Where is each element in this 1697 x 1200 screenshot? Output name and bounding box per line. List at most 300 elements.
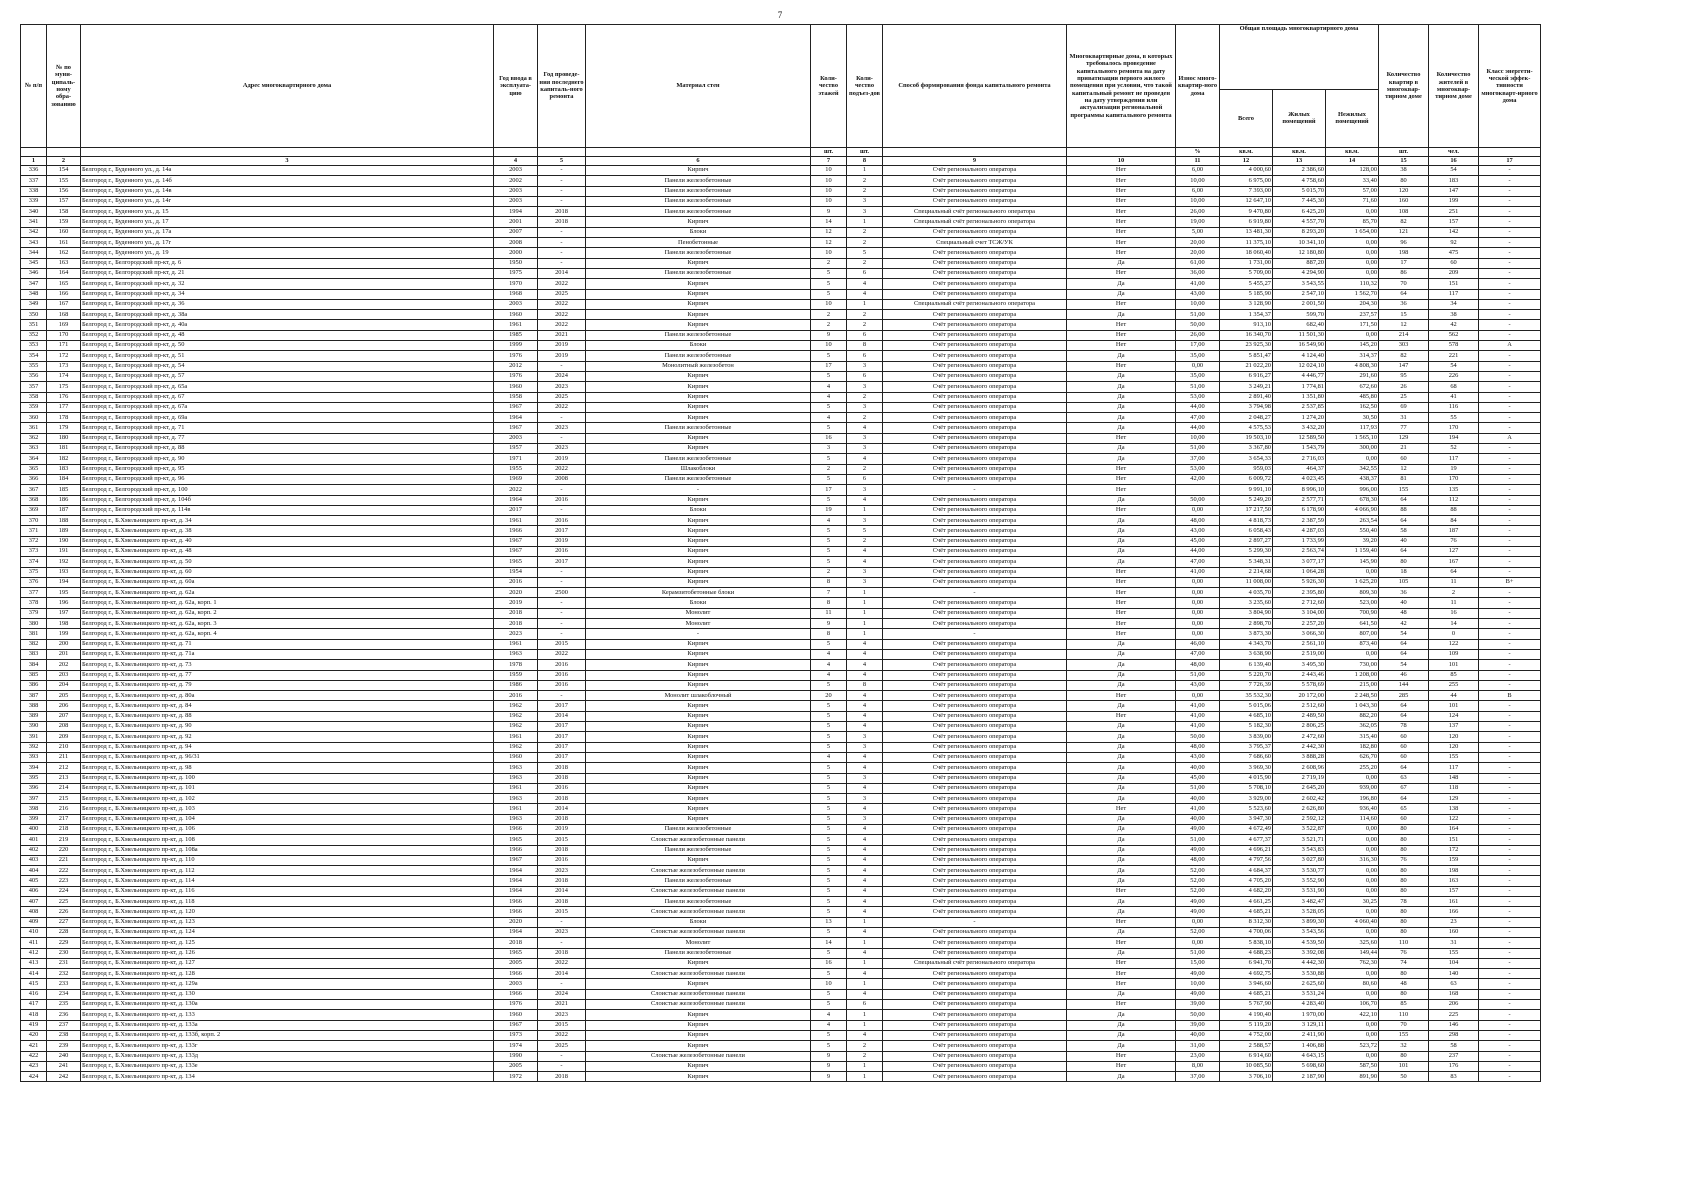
- row-number: 378: [21, 598, 47, 608]
- municipal-number: 226: [47, 907, 81, 917]
- fund-method-cell: Счёт регионального оператора: [883, 289, 1067, 299]
- table-row: [21, 207, 1541, 217]
- residents-count-cell: 92: [1429, 238, 1479, 248]
- floors-cell: 5: [811, 969, 847, 979]
- wear-percent-cell: 15,00: [1176, 958, 1220, 968]
- apartments-count-cell: 60: [1379, 742, 1429, 752]
- units-row: [21, 148, 1541, 157]
- residents-count-cell: 183: [1429, 176, 1479, 186]
- address-cell: Белгород г., Б.Хмельницкого пр-кт, д. 102: [81, 794, 494, 804]
- residential-area-cell: 3 432,20: [1273, 423, 1326, 433]
- wear-percent-cell: 39,00: [1176, 1020, 1220, 1030]
- fund-method-cell: Счёт регионального оператора: [883, 825, 1067, 835]
- wear-percent-cell: 40,00: [1176, 794, 1220, 804]
- entrances-cell: 4: [847, 907, 883, 917]
- energy-class-cell: -: [1479, 660, 1541, 670]
- nonresidential-area-cell: 0,00: [1326, 567, 1379, 577]
- privatization-repair-cell: Нет: [1067, 1051, 1176, 1061]
- privatization-repair-cell: Да: [1067, 289, 1176, 299]
- residential-area-cell: 2 716,03: [1273, 454, 1326, 464]
- table-row: [21, 371, 1541, 381]
- nonresidential-area-cell: 362,05: [1326, 722, 1379, 732]
- privatization-repair-cell: Да: [1067, 845, 1176, 855]
- municipal-number: 177: [47, 402, 81, 412]
- residential-area-cell: 10 341,10: [1273, 238, 1326, 248]
- last-repair-year-cell: 2022: [538, 1030, 586, 1040]
- total-area-cell: 5 838,10: [1220, 938, 1273, 948]
- residents-count-cell: 170: [1429, 474, 1479, 484]
- address-cell: Белгород г., Б.Хмельницкого пр-кт, д. 133: [81, 1010, 494, 1020]
- residential-area-cell: 3 899,30: [1273, 917, 1326, 927]
- wear-percent-cell: 40,00: [1176, 763, 1220, 773]
- year-built-cell: 1963: [494, 773, 538, 783]
- entrances-cell: 2: [847, 310, 883, 320]
- year-built-cell: 1969: [494, 474, 538, 484]
- privatization-repair-cell: Да: [1067, 258, 1176, 268]
- apartments-count-cell: 38: [1379, 166, 1429, 176]
- nonresidential-area-cell: 316,30: [1326, 855, 1379, 865]
- fund-method-cell: Счёт регионального оператора: [883, 536, 1067, 546]
- address-cell: Белгород г., Б.Хмельницкого пр-кт, д. 98: [81, 763, 494, 773]
- fund-method-cell: Счёт регионального оператора: [883, 722, 1067, 732]
- residential-area-cell: 2 625,60: [1273, 979, 1326, 989]
- fund-method-cell: Счёт регионального оператора: [883, 783, 1067, 793]
- table-body: [21, 166, 1541, 1082]
- municipal-number: 229: [47, 938, 81, 948]
- residential-area-cell: 2 519,00: [1273, 649, 1326, 659]
- row-number: 377: [21, 588, 47, 598]
- table-row: [21, 310, 1541, 320]
- apartments-count-cell: 80: [1379, 969, 1429, 979]
- row-number: 359: [21, 402, 47, 412]
- address-cell: Белгород г., Б.Хмельницкого пр-кт, д. 108: [81, 835, 494, 845]
- municipal-number: 213: [47, 773, 81, 783]
- apartments-count-cell: 80: [1379, 825, 1429, 835]
- fund-method-cell: Счёт регионального оператора: [883, 1041, 1067, 1051]
- fund-method-cell: Счёт регионального оператора: [883, 938, 1067, 948]
- municipal-number: 230: [47, 948, 81, 958]
- residential-area-cell: 2 187,90: [1273, 1072, 1326, 1082]
- residential-area-cell: 2 719,19: [1273, 773, 1326, 783]
- residents-count-cell: 155: [1429, 948, 1479, 958]
- year-built-cell: 2003: [494, 299, 538, 309]
- privatization-repair-cell: Нет: [1067, 691, 1176, 701]
- year-built-cell: 1967: [494, 402, 538, 412]
- fund-method-cell: Счёт регионального оператора: [883, 1051, 1067, 1061]
- total-area-cell: 11 008,00: [1220, 577, 1273, 587]
- column-number: 4: [494, 157, 538, 166]
- privatization-repair-cell: Нет: [1067, 505, 1176, 515]
- nonresidential-area-cell: 550,40: [1326, 526, 1379, 536]
- nonresidential-area-cell: 30,25: [1326, 897, 1379, 907]
- entrances-cell: 1: [847, 505, 883, 515]
- table-row: [21, 433, 1541, 443]
- municipal-number: 160: [47, 227, 81, 237]
- address-cell: Белгород г., Б.Хмельницкого пр-кт, д. 62а: [81, 588, 494, 598]
- table-row: [21, 1051, 1541, 1061]
- wear-percent-cell: 45,00: [1176, 536, 1220, 546]
- header-cell: Коли-чество этажей: [811, 25, 847, 148]
- entrances-cell: 3: [847, 567, 883, 577]
- total-area-cell: 11 375,10: [1220, 238, 1273, 248]
- fund-method-cell: Счёт регионального оператора: [883, 577, 1067, 587]
- last-repair-year-cell: -: [538, 413, 586, 423]
- fund-method-cell: Специальный счёт регионального оператора: [883, 207, 1067, 217]
- year-built-cell: 1958: [494, 392, 538, 402]
- fund-method-cell: Счёт регионального оператора: [883, 186, 1067, 196]
- energy-class-cell: -: [1479, 742, 1541, 752]
- residential-area-cell: 16 549,90: [1273, 341, 1326, 351]
- total-area-cell: 4 677,37: [1220, 835, 1273, 845]
- year-built-cell: 2020: [494, 588, 538, 598]
- row-number: 383: [21, 649, 47, 659]
- total-area-cell: 4 696,21: [1220, 845, 1273, 855]
- last-repair-year-cell: 2023: [538, 927, 586, 937]
- year-built-cell: 1978: [494, 660, 538, 670]
- apartments-count-cell: 64: [1379, 794, 1429, 804]
- table-row: [21, 268, 1541, 278]
- residential-area-cell: 11 501,30: [1273, 330, 1326, 340]
- floors-cell: 10: [811, 299, 847, 309]
- address-cell: Белгород г., Б.Хмельницкого пр-кт, д. 50: [81, 557, 494, 567]
- last-repair-year-cell: 2014: [538, 804, 586, 814]
- year-built-cell: 2000: [494, 248, 538, 258]
- entrances-cell: 6: [847, 351, 883, 361]
- last-repair-year-cell: 2014: [538, 268, 586, 278]
- wall-material-cell: Блоки: [586, 341, 811, 351]
- wear-percent-cell: 0,00: [1176, 917, 1220, 927]
- privatization-repair-cell: Да: [1067, 444, 1176, 454]
- last-repair-year-cell: -: [538, 577, 586, 587]
- total-area-cell: 9 470,80: [1220, 207, 1273, 217]
- residents-count-cell: 226: [1429, 371, 1479, 381]
- total-area-cell: 2 214,68: [1220, 567, 1273, 577]
- row-number: 420: [21, 1030, 47, 1040]
- wear-percent-cell: 0,00: [1176, 505, 1220, 515]
- row-number: 399: [21, 814, 47, 824]
- year-built-cell: 1966: [494, 907, 538, 917]
- column-number: 1: [21, 157, 47, 166]
- residents-count-cell: 2: [1429, 588, 1479, 598]
- floors-cell: 5: [811, 268, 847, 278]
- table-row: [21, 402, 1541, 412]
- wall-material-cell: Слоистые железобетонные панели: [586, 969, 811, 979]
- privatization-repair-cell: Нет: [1067, 330, 1176, 340]
- entrances-cell: 1: [847, 1072, 883, 1082]
- residents-count-cell: 117: [1429, 289, 1479, 299]
- row-number: 414: [21, 969, 47, 979]
- privatization-repair-cell: Да: [1067, 649, 1176, 659]
- nonresidential-area-cell: 0,00: [1326, 866, 1379, 876]
- table-row: [21, 474, 1541, 484]
- table-row: [21, 773, 1541, 783]
- row-number: 412: [21, 948, 47, 958]
- last-repair-year-cell: 2021: [538, 330, 586, 340]
- energy-class-cell: -: [1479, 629, 1541, 639]
- fund-method-cell: Счёт регионального оператора: [883, 464, 1067, 474]
- column-number: 6: [586, 157, 811, 166]
- apartments-count-cell: 160: [1379, 196, 1429, 206]
- address-cell: Белгород г., Белгородский пр-кт, д. 67а: [81, 402, 494, 412]
- wall-material-cell: Кирпич: [586, 546, 811, 556]
- row-number: 409: [21, 917, 47, 927]
- wear-percent-cell: 26,00: [1176, 330, 1220, 340]
- energy-class-cell: -: [1479, 320, 1541, 330]
- total-area-cell: 12 647,10: [1220, 196, 1273, 206]
- municipal-number: 241: [47, 1061, 81, 1071]
- table-row: [21, 804, 1541, 814]
- year-built-cell: 1964: [494, 866, 538, 876]
- fund-method-cell: Счёт регионального оператора: [883, 330, 1067, 340]
- floors-cell: 5: [811, 680, 847, 690]
- header-cell: Адрес многоквартирного дома: [81, 25, 494, 148]
- last-repair-year-cell: 2018: [538, 845, 586, 855]
- entrances-cell: 2: [847, 227, 883, 237]
- header-cell: Коли-чество подъез-дов: [847, 25, 883, 148]
- privatization-repair-cell: Нет: [1067, 464, 1176, 474]
- total-area-cell: 5 523,60: [1220, 804, 1273, 814]
- residents-count-cell: 160: [1429, 927, 1479, 937]
- wear-percent-cell: 36,00: [1176, 268, 1220, 278]
- privatization-repair-cell: Нет: [1067, 341, 1176, 351]
- table-row: [21, 258, 1541, 268]
- wear-percent-cell: 42,00: [1176, 474, 1220, 484]
- row-number: 418: [21, 1010, 47, 1020]
- apartments-count-cell: 63: [1379, 773, 1429, 783]
- row-number: 348: [21, 289, 47, 299]
- apartments-count-cell: 65: [1379, 804, 1429, 814]
- wall-material-cell: Кирпич: [586, 433, 811, 443]
- residential-area-cell: 3 888,28: [1273, 752, 1326, 762]
- residential-area-cell: 1 274,20: [1273, 413, 1326, 423]
- apartments-count-cell: 155: [1379, 1030, 1429, 1040]
- privatization-repair-cell: Да: [1067, 907, 1176, 917]
- wear-percent-cell: 17,00: [1176, 341, 1220, 351]
- row-number: 410: [21, 927, 47, 937]
- residential-area-cell: 6 425,20: [1273, 207, 1326, 217]
- wall-material-cell: Кирпич: [586, 577, 811, 587]
- entrances-cell: 6: [847, 330, 883, 340]
- floors-cell: 10: [811, 186, 847, 196]
- entrances-cell: 4: [847, 752, 883, 762]
- floors-cell: 9: [811, 330, 847, 340]
- year-built-cell: 1971: [494, 454, 538, 464]
- residents-count-cell: 157: [1429, 217, 1479, 227]
- address-cell: Белгород г., Б.Хмельницкого пр-кт, д. 124: [81, 927, 494, 937]
- privatization-repair-cell: Да: [1067, 835, 1176, 845]
- wear-percent-cell: 0,00: [1176, 577, 1220, 587]
- year-built-cell: 1955: [494, 464, 538, 474]
- floors-cell: 10: [811, 176, 847, 186]
- wear-percent-cell: 41,00: [1176, 711, 1220, 721]
- unit-cell: [538, 148, 586, 157]
- year-built-cell: 1976: [494, 1000, 538, 1010]
- table-row: [21, 855, 1541, 865]
- municipal-number: 238: [47, 1030, 81, 1040]
- total-area-cell: 3 654,33: [1220, 454, 1273, 464]
- residents-count-cell: 159: [1429, 855, 1479, 865]
- address-cell: Белгород г., Белгородский пр-кт, д. 95: [81, 464, 494, 474]
- privatization-repair-cell: Да: [1067, 732, 1176, 742]
- wear-percent-cell: 0,00: [1176, 619, 1220, 629]
- year-built-cell: 1966: [494, 897, 538, 907]
- entrances-cell: 4: [847, 454, 883, 464]
- row-number: 371: [21, 526, 47, 536]
- apartments-count-cell: 64: [1379, 763, 1429, 773]
- privatization-repair-cell: Нет: [1067, 320, 1176, 330]
- energy-class-cell: -: [1479, 330, 1541, 340]
- nonresidential-area-cell: 215,00: [1326, 680, 1379, 690]
- wear-percent-cell: 39,00: [1176, 1000, 1220, 1010]
- address-cell: Белгород г., Белгородский пр-кт, д. 104б: [81, 495, 494, 505]
- wall-material-cell: Панели железобетонные: [586, 948, 811, 958]
- energy-class-cell: -: [1479, 711, 1541, 721]
- energy-class-cell: -: [1479, 835, 1541, 845]
- floors-cell: 5: [811, 897, 847, 907]
- privatization-repair-cell: Нет: [1067, 1000, 1176, 1010]
- entrances-cell: 1: [847, 608, 883, 618]
- floors-cell: 5: [811, 402, 847, 412]
- fund-method-cell: Счёт регионального оператора: [883, 382, 1067, 392]
- row-number: 342: [21, 227, 47, 237]
- wear-percent-cell: 0,00: [1176, 691, 1220, 701]
- fund-method-cell: Счёт регионального оператора: [883, 258, 1067, 268]
- entrances-cell: 3: [847, 742, 883, 752]
- floors-cell: 5: [811, 845, 847, 855]
- table-header: [21, 25, 1541, 166]
- privatization-repair-cell: Да: [1067, 1030, 1176, 1040]
- energy-class-cell: -: [1479, 1041, 1541, 1051]
- address-cell: Белгород г., Белгородский пр-кт, д. 71: [81, 423, 494, 433]
- nonresidential-area-cell: 730,00: [1326, 660, 1379, 670]
- floors-cell: 14: [811, 217, 847, 227]
- entrances-cell: 3: [847, 773, 883, 783]
- wall-material-cell: Кирпич: [586, 402, 811, 412]
- residents-count-cell: 166: [1429, 907, 1479, 917]
- energy-class-cell: А: [1479, 433, 1541, 443]
- apartments-count-cell: 80: [1379, 866, 1429, 876]
- table-row: [21, 1041, 1541, 1051]
- municipal-number: 231: [47, 958, 81, 968]
- table-row: [21, 289, 1541, 299]
- energy-class-cell: -: [1479, 783, 1541, 793]
- fund-method-cell: Счёт регионального оператора: [883, 598, 1067, 608]
- wall-material-cell: Кирпич: [586, 732, 811, 742]
- table-row: [21, 639, 1541, 649]
- year-built-cell: 1961: [494, 783, 538, 793]
- wall-material-cell: Кирпич: [586, 258, 811, 268]
- entrances-cell: 1: [847, 299, 883, 309]
- floors-cell: 5: [811, 855, 847, 865]
- entrances-cell: 4: [847, 855, 883, 865]
- nonresidential-area-cell: 196,80: [1326, 794, 1379, 804]
- residents-count-cell: 251: [1429, 207, 1479, 217]
- row-number: 343: [21, 238, 47, 248]
- energy-class-cell: -: [1479, 1020, 1541, 1030]
- page-number: 7: [777, 10, 783, 20]
- row-number: 422: [21, 1051, 47, 1061]
- municipal-number: 211: [47, 752, 81, 762]
- apartments-count-cell: 60: [1379, 732, 1429, 742]
- privatization-repair-cell: Нет: [1067, 299, 1176, 309]
- last-repair-year-cell: -: [538, 176, 586, 186]
- residential-area-cell: 4 758,60: [1273, 176, 1326, 186]
- energy-class-cell: -: [1479, 371, 1541, 381]
- row-number: 395: [21, 773, 47, 783]
- residents-count-cell: 41: [1429, 392, 1479, 402]
- last-repair-year-cell: 2018: [538, 876, 586, 886]
- apartments-count-cell: 64: [1379, 495, 1429, 505]
- table-row: [21, 979, 1541, 989]
- municipal-number: 184: [47, 474, 81, 484]
- nonresidential-area-cell: 0,00: [1326, 268, 1379, 278]
- address-cell: Белгород г., Белгородский пр-кт, д. 69а: [81, 413, 494, 423]
- residential-area-cell: 464,37: [1273, 464, 1326, 474]
- apartments-count-cell: 80: [1379, 176, 1429, 186]
- address-cell: Белгород г., Б.Хмельницкого пр-кт, д. 62а, корп. 3: [81, 619, 494, 629]
- total-area-cell: 4 684,37: [1220, 866, 1273, 876]
- energy-class-cell: -: [1479, 444, 1541, 454]
- municipal-number: 176: [47, 392, 81, 402]
- address-cell: Белгород г., Б.Хмельницкого пр-кт, д. 104: [81, 814, 494, 824]
- energy-class-cell: -: [1479, 1000, 1541, 1010]
- privatization-repair-cell: Нет: [1067, 588, 1176, 598]
- fund-method-cell: Счёт регионального оператора: [883, 804, 1067, 814]
- table-row: [21, 577, 1541, 587]
- wear-percent-cell: 26,00: [1176, 207, 1220, 217]
- apartments-count-cell: 120: [1379, 186, 1429, 196]
- last-repair-year-cell: 2016: [538, 783, 586, 793]
- wall-material-cell: Монолитный железобетон: [586, 361, 811, 371]
- residential-area-cell: 3 066,30: [1273, 629, 1326, 639]
- last-repair-year-cell: 2016: [538, 495, 586, 505]
- energy-class-cell: -: [1479, 927, 1541, 937]
- address-cell: Белгород г., Б.Хмельницкого пр-кт, д. 71а: [81, 649, 494, 659]
- energy-class-cell: -: [1479, 505, 1541, 515]
- nonresidential-area-cell: 678,30: [1326, 495, 1379, 505]
- wear-percent-cell: 41,00: [1176, 722, 1220, 732]
- floors-cell: 5: [811, 351, 847, 361]
- residents-count-cell: 42: [1429, 320, 1479, 330]
- energy-class-cell: -: [1479, 588, 1541, 598]
- unit-cell: кв.м.: [1273, 148, 1326, 157]
- nonresidential-area-cell: 0,00: [1326, 1020, 1379, 1030]
- table-row: [21, 361, 1541, 371]
- floors-cell: 5: [811, 474, 847, 484]
- residential-area-cell: 2 257,20: [1273, 619, 1326, 629]
- floors-cell: 5: [811, 886, 847, 896]
- total-area-cell: 5 249,20: [1220, 495, 1273, 505]
- residential-area-cell: 4 124,40: [1273, 351, 1326, 361]
- wall-material-cell: Кирпич: [586, 371, 811, 381]
- energy-class-cell: -: [1479, 670, 1541, 680]
- privatization-repair-cell: Нет: [1067, 608, 1176, 618]
- residents-count-cell: 38: [1429, 310, 1479, 320]
- residents-count-cell: 44: [1429, 691, 1479, 701]
- address-cell: Белгород г., Б.Хмельницкого пр-кт, д. 133а: [81, 1020, 494, 1030]
- wear-percent-cell: 37,00: [1176, 454, 1220, 464]
- floors-cell: 17: [811, 485, 847, 495]
- floors-cell: 2: [811, 258, 847, 268]
- total-area-cell: 4 685,10: [1220, 711, 1273, 721]
- privatization-repair-cell: Нет: [1067, 567, 1176, 577]
- row-number: 407: [21, 897, 47, 907]
- residential-area-cell: 3 104,00: [1273, 608, 1326, 618]
- row-number: 373: [21, 546, 47, 556]
- total-area-cell: 13 481,30: [1220, 227, 1273, 237]
- header-cell: Жилых помещений: [1273, 89, 1326, 147]
- total-area-cell: 5 709,00: [1220, 268, 1273, 278]
